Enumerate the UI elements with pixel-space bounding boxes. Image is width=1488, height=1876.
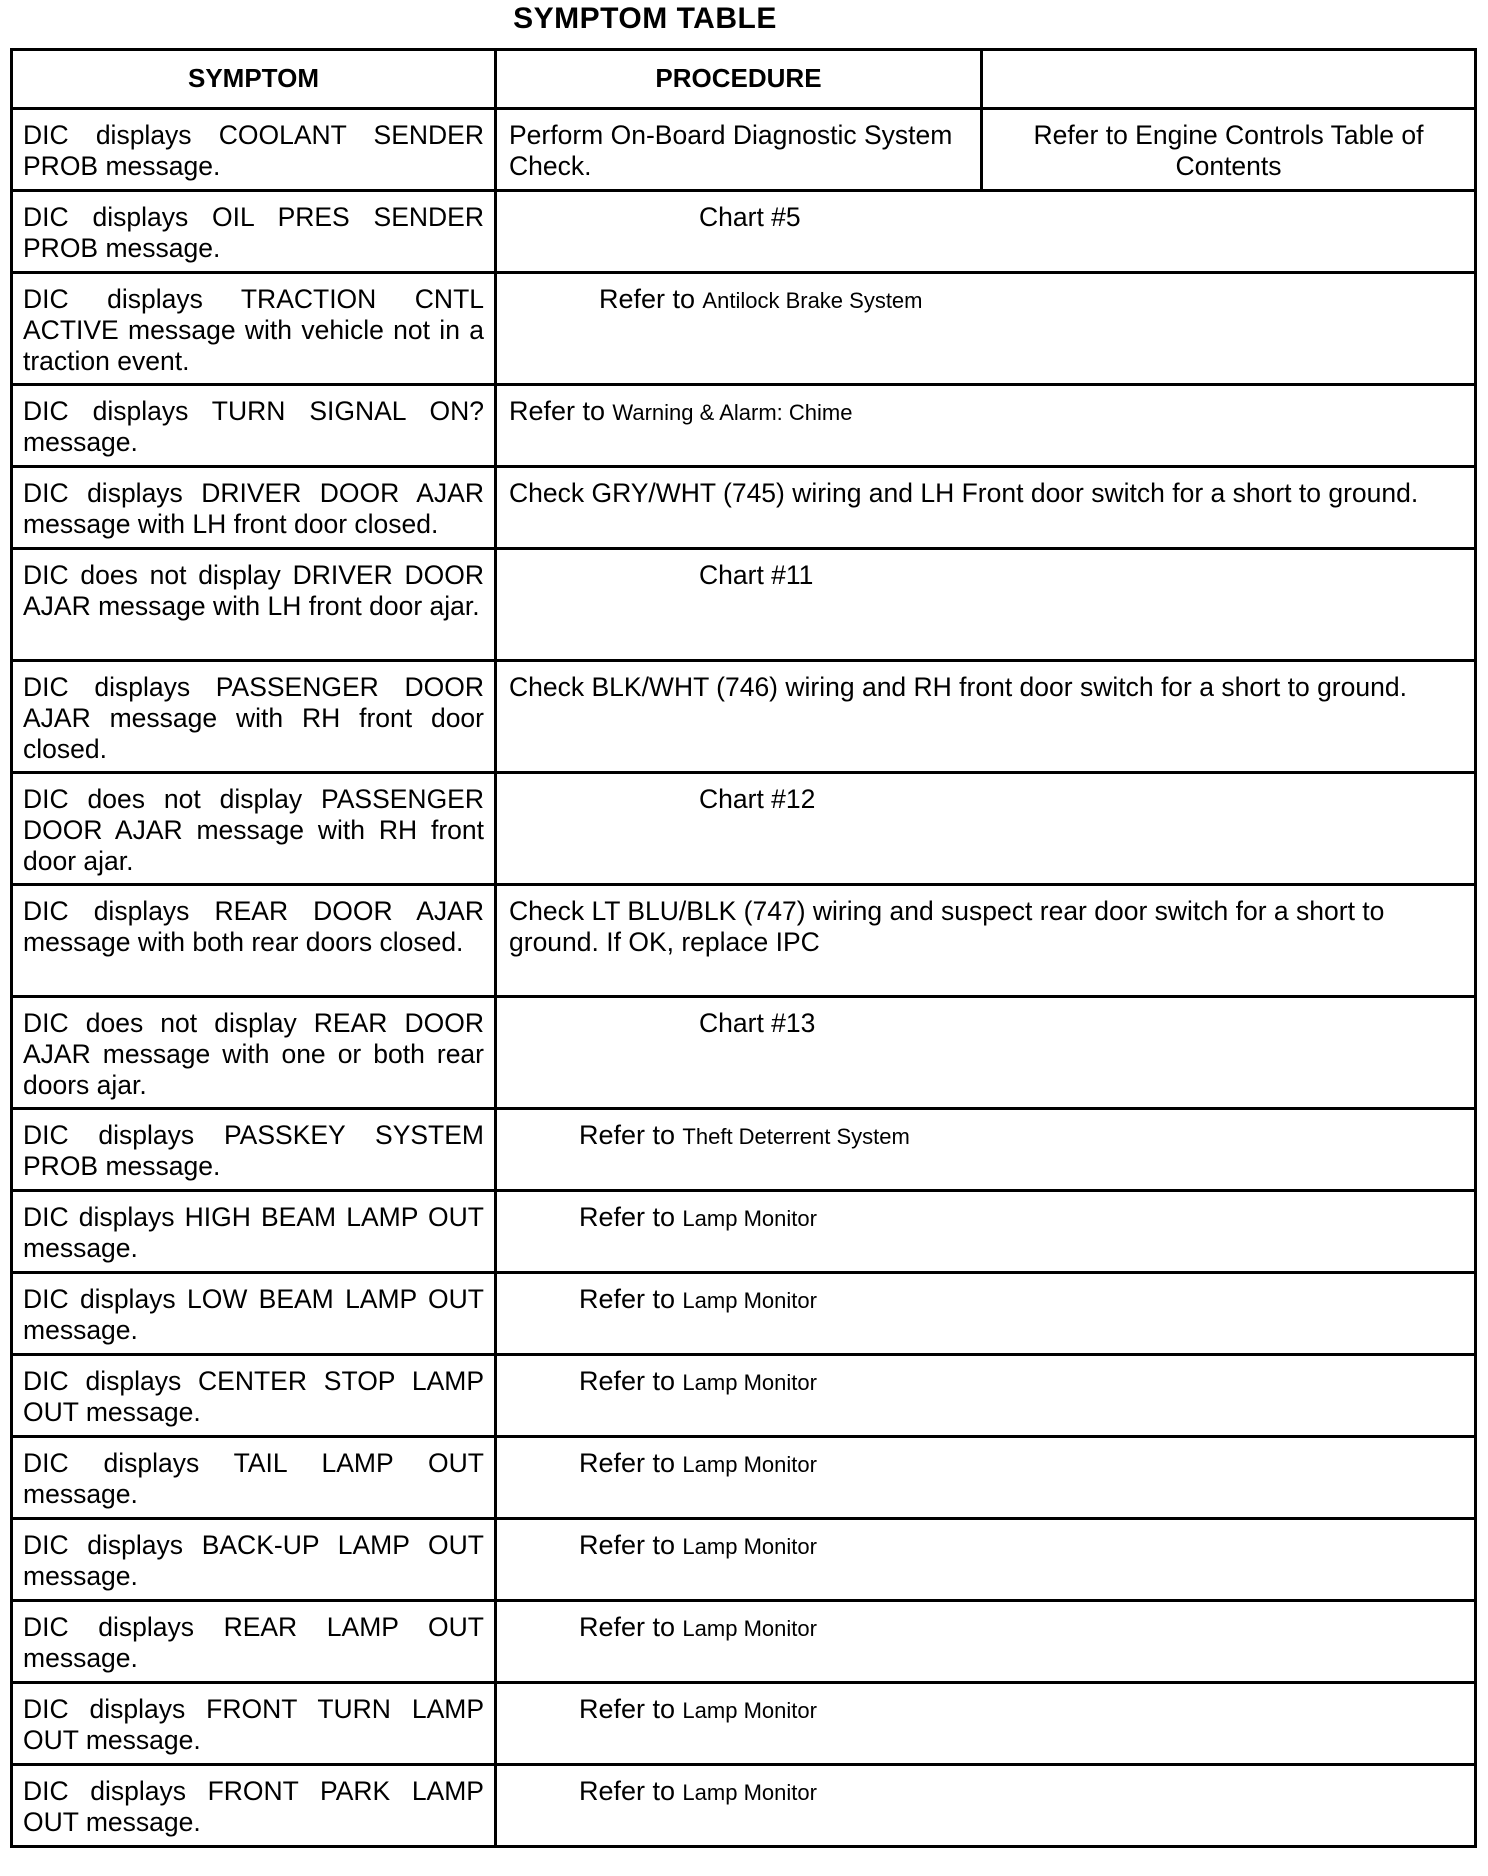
table-row xyxy=(12,1191,1476,1273)
symptom-cell: DIC does not display DRIVER DOOR AJAR message with LH front door ajar. xyxy=(12,549,496,661)
table-row xyxy=(12,1273,1476,1355)
refer-target-link[interactable]: Lamp Monitor xyxy=(682,1370,817,1395)
symptom-cell: DIC displays REAR LAMP OUT message. xyxy=(12,1601,496,1683)
table-row xyxy=(12,549,1476,661)
symptom-cell: DIC displays BACK-UP LAMP OUT message. xyxy=(12,1519,496,1601)
symptom-table xyxy=(10,48,1477,1848)
procedure-cell xyxy=(496,273,1476,385)
refer-lead: Refer to xyxy=(579,1284,676,1314)
symptom-cell: DIC displays PASSENGER DOOR AJAR message with RH front door closed. xyxy=(12,661,496,773)
procedure-cell xyxy=(496,997,1476,1109)
refer-target-link[interactable]: Lamp Monitor xyxy=(682,1534,817,1559)
header-symptom: SYMPTOM xyxy=(12,50,496,109)
refer-target-link[interactable]: Warning & Alarm: Chime xyxy=(612,400,853,425)
symptom-cell: DIC displays OIL PRES SENDER PROB message. xyxy=(12,191,496,273)
table-row xyxy=(12,467,1476,549)
symptom-cell: DIC displays COOLANT SENDER PROB message. xyxy=(12,109,496,191)
header-procedure: PROCEDURE xyxy=(496,50,982,109)
procedure-cell: Perform On-Board Diagnostic System Check. xyxy=(496,109,982,191)
symptom-table-container xyxy=(10,48,1474,1848)
procedure-cell xyxy=(496,1273,1476,1355)
procedure-cell xyxy=(496,385,1476,467)
table-row xyxy=(12,1601,1476,1683)
table-row xyxy=(12,661,1476,773)
procedure-cell: Check LT BLU/BLK (747) wiring and suspect rear door switch for a short to ground. If OK, replace IPC xyxy=(496,885,1476,997)
symptom-cell: DIC does not display REAR DOOR AJAR message with one or both rear doors ajar. xyxy=(12,997,496,1109)
refer-target-link[interactable]: Lamp Monitor xyxy=(682,1452,817,1477)
symptom-cell: DIC displays DRIVER DOOR AJAR message with LH front door closed. xyxy=(12,467,496,549)
refer-lead: Refer to xyxy=(579,1694,676,1724)
symptom-cell: DIC displays TAIL LAMP OUT message. xyxy=(12,1437,496,1519)
symptom-cell: DIC displays TRACTION CNTL ACTIVE message with vehicle not in a traction event. xyxy=(12,273,496,385)
symptom-cell: DIC displays LOW BEAM LAMP OUT message. xyxy=(12,1273,496,1355)
procedure-cell xyxy=(496,1191,1476,1273)
table-row xyxy=(12,273,1476,385)
refer-target-link[interactable]: Lamp Monitor xyxy=(682,1616,817,1641)
refer-lead: Refer to xyxy=(509,396,606,426)
refer-target-link[interactable]: Lamp Monitor xyxy=(682,1698,817,1723)
procedure-cell: Check BLK/WHT (746) wiring and RH front door switch for a short to ground. xyxy=(496,661,1476,773)
refer-lead: Refer to xyxy=(579,1530,676,1560)
symptom-cell: DIC displays FRONT TURN LAMP OUT message. xyxy=(12,1683,496,1765)
symptom-cell: DIC displays PASSKEY SYSTEM PROB message. xyxy=(12,1109,496,1191)
table-row xyxy=(12,1765,1476,1847)
procedure-cell xyxy=(496,1355,1476,1437)
procedure-cell xyxy=(496,549,1476,661)
header-blank xyxy=(982,50,1476,109)
symptom-cell: DIC displays FRONT PARK LAMP OUT message. xyxy=(12,1765,496,1847)
refer-lead: Refer to xyxy=(599,284,696,314)
table-row xyxy=(12,885,1476,997)
refer-target-link[interactable]: Lamp Monitor xyxy=(682,1288,817,1313)
table-row xyxy=(12,109,1476,191)
refer-target-link[interactable]: Theft Deterrent System xyxy=(682,1124,910,1149)
symptom-cell: DIC displays CENTER STOP LAMP OUT message. xyxy=(12,1355,496,1437)
refer-lead: Refer to xyxy=(579,1776,676,1806)
procedure-cell xyxy=(496,1519,1476,1601)
procedure-cell xyxy=(496,1765,1476,1847)
symptom-cell: DIC displays REAR DOOR AJAR message with both rear doors closed. xyxy=(12,885,496,997)
refer-target-link[interactable]: Antilock Brake System xyxy=(702,288,923,313)
chart-reference: Chart #5 xyxy=(699,202,801,232)
chart-reference: Chart #11 xyxy=(699,560,814,590)
table-title: SYMPTOM TABLE xyxy=(513,2,777,35)
table-row xyxy=(12,191,1476,273)
symptom-cell: DIC does not display PASSENGER DOOR AJAR message with RH front door ajar. xyxy=(12,773,496,885)
chart-reference: Chart #13 xyxy=(699,1008,816,1038)
table-row xyxy=(12,385,1476,467)
header-row xyxy=(12,50,1476,109)
table-row xyxy=(12,1683,1476,1765)
refer-lead: Refer to xyxy=(579,1612,676,1642)
refer-target-link[interactable]: Lamp Monitor xyxy=(682,1206,817,1231)
symptom-cell: DIC displays HIGH BEAM LAMP OUT message. xyxy=(12,1191,496,1273)
procedure-cell xyxy=(496,1683,1476,1765)
procedure-cell xyxy=(496,191,1476,273)
procedure-cell xyxy=(496,1437,1476,1519)
table-row xyxy=(12,1519,1476,1601)
table-row xyxy=(12,997,1476,1109)
procedure-cell: Check GRY/WHT (745) wiring and LH Front door switch for a short to ground. xyxy=(496,467,1476,549)
reference-cell: Refer to Engine Controls Table of Contents xyxy=(982,109,1476,191)
symptom-cell: DIC displays TURN SIGNAL ON? message. xyxy=(12,385,496,467)
procedure-cell xyxy=(496,1601,1476,1683)
chart-reference: Chart #12 xyxy=(699,784,816,814)
procedure-cell xyxy=(496,773,1476,885)
refer-lead: Refer to xyxy=(579,1448,676,1478)
table-row xyxy=(12,773,1476,885)
table-row xyxy=(12,1355,1476,1437)
table-row xyxy=(12,1109,1476,1191)
refer-lead: Refer to xyxy=(579,1366,676,1396)
procedure-cell xyxy=(496,1109,1476,1191)
table-row xyxy=(12,1437,1476,1519)
refer-target-link[interactable]: Lamp Monitor xyxy=(682,1780,817,1805)
refer-lead: Refer to xyxy=(579,1120,676,1150)
refer-lead: Refer to xyxy=(579,1202,676,1232)
